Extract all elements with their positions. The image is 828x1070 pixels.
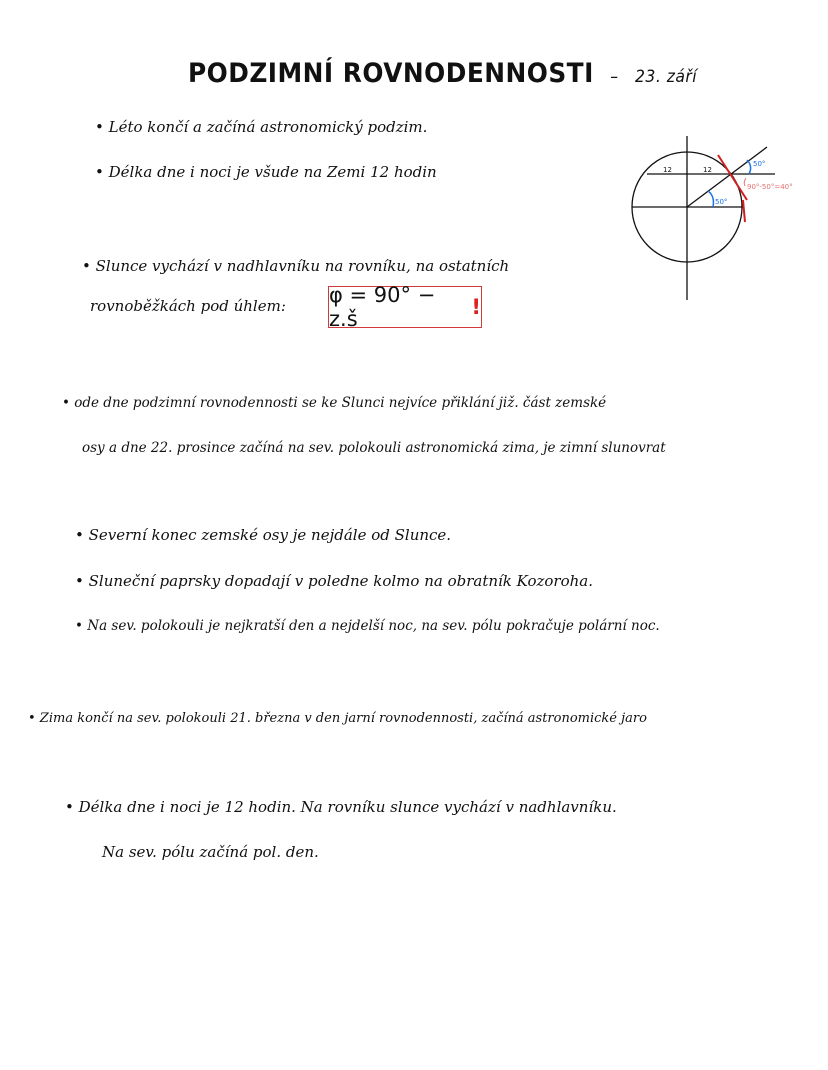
note-line: • Na sev. polokouli je nejkratší den a nejdelší noc, na sev. pólu pokračuje polární noc. xyxy=(75,618,660,634)
globe-diagram-icon xyxy=(625,132,825,307)
svg-text:12: 12 xyxy=(703,166,712,174)
note-line: • Zima končí na sev. polokouli 21. března v den jarní rovnodennosti, začíná astronomické jaro xyxy=(28,711,647,726)
svg-text:50°: 50° xyxy=(753,160,766,168)
note-line: rovnoběžkách pod úhlem: xyxy=(90,297,286,315)
svg-text:50°: 50° xyxy=(715,198,728,206)
svg-text:12: 12 xyxy=(663,166,672,174)
formula-box xyxy=(328,283,482,331)
title-main: PODZIMNÍ ROVNODENNOSTI xyxy=(188,58,594,89)
note-line: • Délka dne i noci je všude na Zemi 12 hodin xyxy=(95,163,437,181)
note-line: • Délka dne i noci je 12 hodin. Na rovníku slunce vychází v nadhlavníku. xyxy=(65,798,617,816)
note-line: • ode dne podzimní rovnodennosti se ke Slunci nejvíce přiklání již. část zemské xyxy=(62,395,607,411)
svg-text:90°-50°=40°: 90°-50°=40° xyxy=(747,183,793,191)
note-line: Na sev. pólu začíná pol. den. xyxy=(102,843,319,861)
note-line: • Slunce vychází v nadhlavníku na rovníku, na ostatních xyxy=(82,257,510,275)
note-line: • Sluneční paprsky dopadají v poledne kolmo na obratník Kozoroha. xyxy=(75,572,593,590)
page-title xyxy=(188,58,697,89)
title-dash: – xyxy=(610,67,619,87)
note-line: • Léto končí a začíná astronomický podzim. xyxy=(95,118,428,136)
title-date: 23. září xyxy=(635,67,698,87)
note-line: osy a dne 22. prosince začíná na sev. polokouli astronomická zima, je zimní slunovrat xyxy=(82,440,666,456)
earth-angle-diagram xyxy=(625,132,825,311)
formula: φ = 90° − z.š xyxy=(329,283,436,331)
note-line: • Severní konec zemské osy je nejdále od Slunce. xyxy=(75,526,452,544)
exclamation-mark: ! xyxy=(471,295,481,319)
